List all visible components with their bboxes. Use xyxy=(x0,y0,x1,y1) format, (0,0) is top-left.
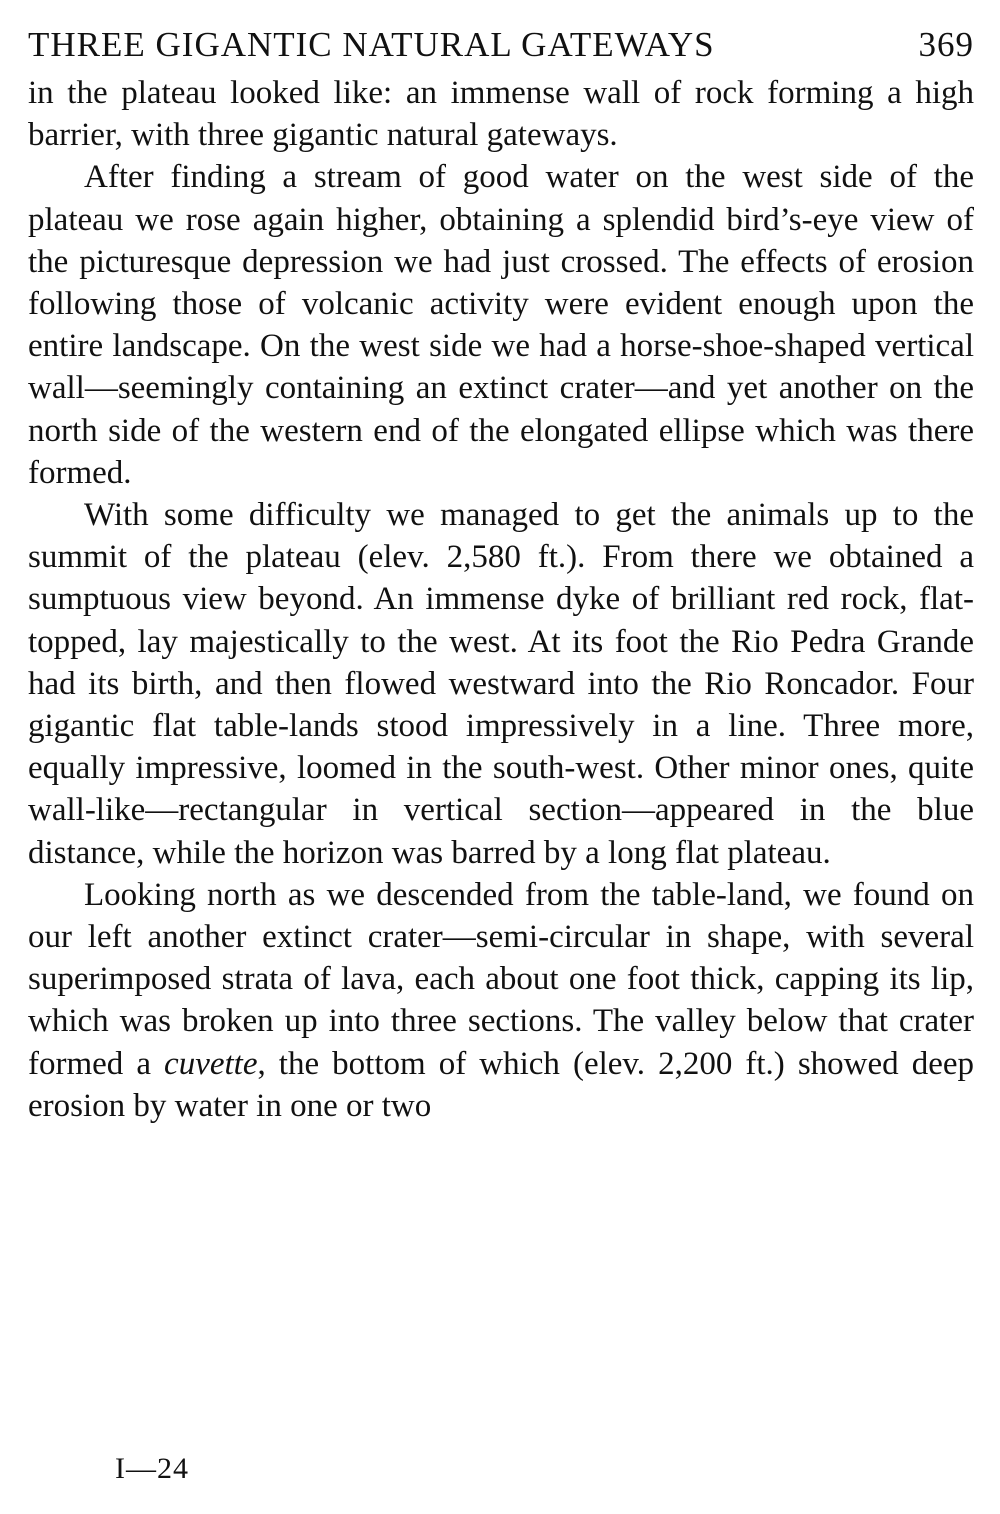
paragraph-looking-north xyxy=(28,874,974,1127)
running-head xyxy=(28,22,974,68)
italic-term: cuvette xyxy=(164,1045,258,1082)
chapter-title: THREE GIGANTIC NATURAL GATEWAYS xyxy=(28,25,715,64)
signature-mark: I—24 xyxy=(115,1452,189,1485)
paragraph-west-side: After finding a stream of good water on the west side of the plateau we rose again higher, obtaining a splendid bird’s-eye view of the picturesque depression we had just crossed. The effects of erosion following those of volcanic activity were evident enough upon the entire landscape. On the west side we had a horse-shoe-shaped vertical wall—seemingly containing an extinct crater—and yet another on the north side of the western end of the elongated ellipse which was there formed. xyxy=(28,159,974,491)
page-number: 369 xyxy=(918,25,974,64)
paragraph-text-part: , the bottom of which (elev. 2,200 ft.) showed deep erosion by water in one or two xyxy=(28,1045,974,1124)
book-page xyxy=(28,22,974,1127)
body-text xyxy=(28,72,974,1127)
paragraph-text-part: Looking north as we descended from the table-land, we found on our left another extinct crater—semi-circular in shape, with several superimposed strata of lava, each about one foot thick, capping its lip, which was broken up into three sections. The valley below that crater formed a xyxy=(28,876,974,1082)
paragraph-continuation: in the plateau looked like: an immense wall of rock forming a high barrier, with three gigantic natural gateways. xyxy=(28,75,974,154)
paragraph-summit: With some difficulty we managed to get the animals up to the summit of the plateau (elev. 2,580 ft.). From there we obtained a sumptuous view beyond. An immense dyke of brilliant red rock, flat-topped, lay majestically to the west. At its foot the Rio Pedra Grande had its birth, and then flowed westward into the Rio Roncador. Four gigantic flat table-lands stood impressively in a line. Three more, equally impressive, loomed in the south-west. Other minor ones, quite wall-like—rectangular in vertical section—appeared in the blue distance, while the horizon was barred by a long flat plateau. xyxy=(28,497,974,871)
